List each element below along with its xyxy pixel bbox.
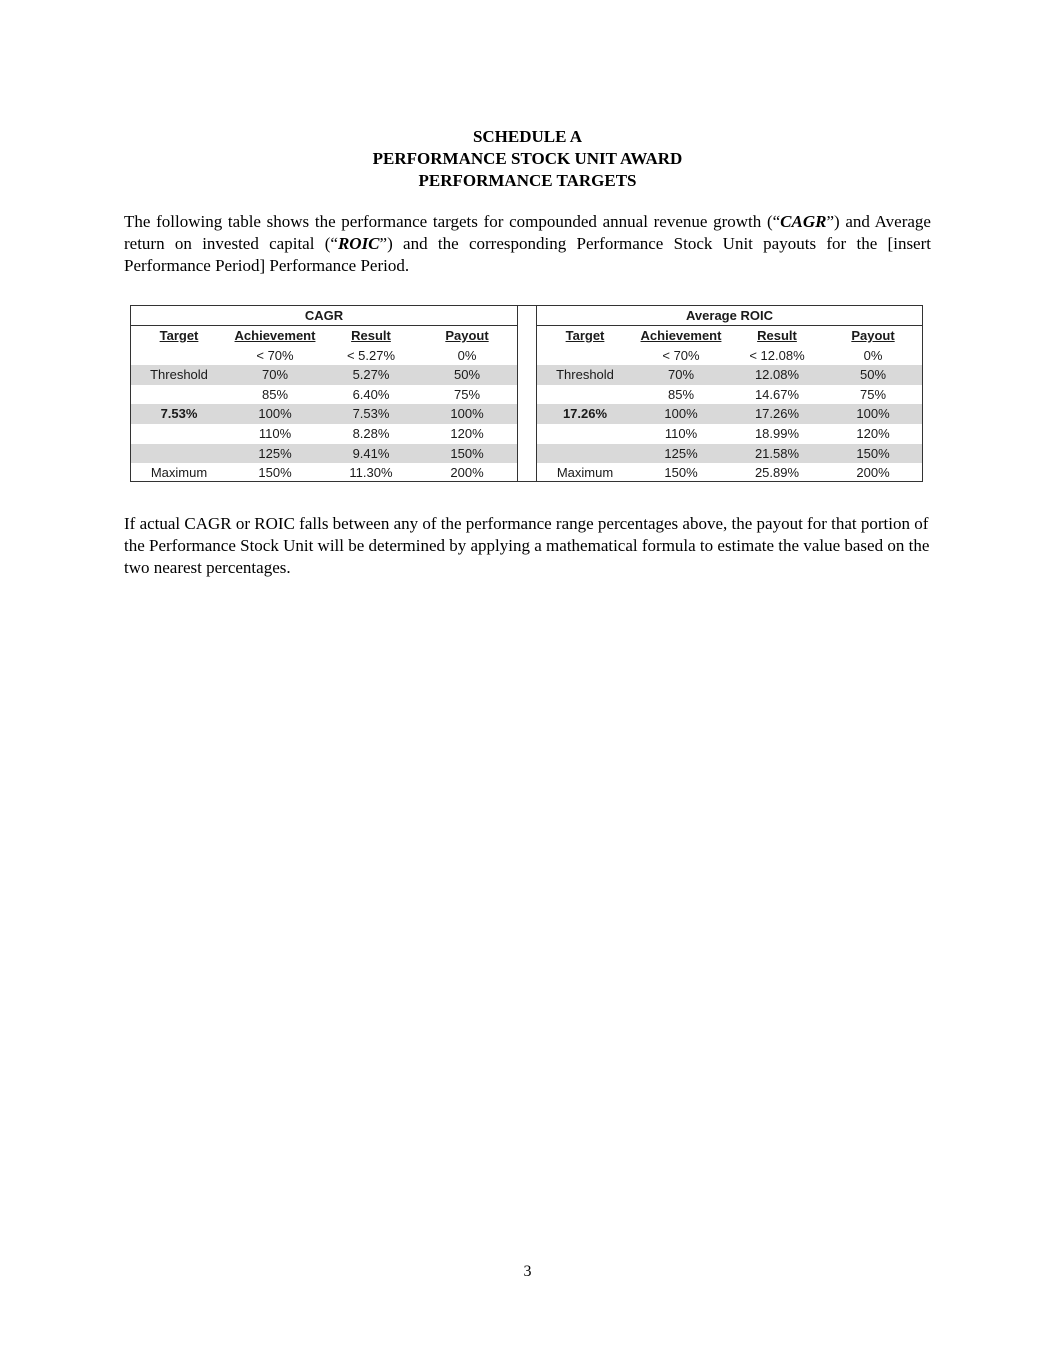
table-cell — [131, 385, 227, 405]
table-cell: 110% — [664, 425, 698, 441]
roic-table-title: Average ROIC — [537, 306, 922, 326]
table-row — [131, 424, 517, 444]
table-cell — [537, 444, 633, 464]
table-row — [131, 365, 517, 385]
column-header: Target — [159, 328, 199, 343]
table-row — [537, 346, 922, 366]
table-cell: 150% — [856, 445, 890, 461]
heading-line-1: SCHEDULE A — [472, 127, 583, 146]
table-cell: 70% — [667, 367, 695, 383]
page-number: 3 — [523, 1263, 532, 1280]
table-cell: 120% — [856, 425, 890, 441]
heading-line-2: PERFORMANCE STOCK UNIT AWARD — [372, 149, 683, 168]
table-cell: 7.53% — [352, 406, 390, 422]
table-cell — [537, 424, 633, 444]
heading-line-3: PERFORMANCE TARGETS — [418, 171, 637, 190]
table-cell: 100% — [258, 406, 292, 422]
table-cell: Maximum — [150, 465, 208, 481]
table-cell: 100% — [450, 406, 484, 422]
table-cell: 7.53% — [160, 406, 198, 422]
performance-targets-tables — [130, 305, 923, 483]
table-cell: 50% — [453, 367, 481, 383]
table-cell: < 5.27% — [346, 347, 396, 363]
table-cell: 150% — [450, 445, 484, 461]
table-cell: 125% — [258, 445, 292, 461]
table-cell: 200% — [450, 465, 484, 481]
table-cell: Threshold — [150, 367, 208, 383]
table-cell: < 70% — [256, 347, 294, 363]
table-cell: 100% — [664, 406, 698, 422]
table-spacer-cell — [517, 305, 537, 482]
table-cell: 100% — [856, 406, 890, 422]
column-header: Payout — [445, 328, 489, 343]
table-cell: 18.99% — [754, 425, 800, 441]
table-row — [131, 385, 517, 405]
table-cell: 17.26% — [562, 406, 608, 422]
table-cell: < 12.08% — [749, 347, 805, 363]
table-cell: 5.27% — [352, 367, 390, 383]
table-cell — [537, 385, 633, 405]
table-row — [537, 365, 922, 385]
table-row — [537, 404, 922, 424]
column-header: Result — [757, 328, 797, 343]
column-header: Result — [351, 328, 391, 343]
cagr-table — [130, 305, 518, 482]
column-header: Achievement — [234, 328, 316, 343]
table-cell: 150% — [258, 465, 292, 481]
table-row — [131, 346, 517, 366]
intro-text-b: ”) and Average return on invested capital (“ — [124, 212, 931, 253]
table-row — [131, 404, 517, 424]
table-cell: 11.30% — [349, 465, 393, 481]
table-row — [537, 424, 922, 444]
schedule-heading — [0, 126, 1055, 192]
cagr-table-title: CAGR — [131, 306, 517, 326]
table-cell: 6.40% — [352, 386, 390, 402]
table-cell: 85% — [261, 386, 289, 402]
table-cell: 70% — [261, 367, 289, 383]
table-cell: 0% — [457, 347, 477, 363]
table-cell: 85% — [667, 386, 695, 402]
table-row — [537, 385, 922, 405]
table-row — [131, 463, 517, 483]
table-cell: 110% — [258, 425, 292, 441]
table-cell: 17.26% — [754, 406, 800, 422]
term-cagr: CAGR — [780, 212, 827, 231]
table-row — [537, 463, 922, 483]
table-cell: 21.58% — [754, 445, 800, 461]
table-cell — [537, 346, 633, 366]
table-cell: 125% — [664, 445, 698, 461]
column-header: Achievement — [640, 328, 722, 343]
term-roic: ROIC — [337, 234, 380, 253]
table-cell — [131, 444, 227, 464]
outro-paragraph: If actual CAGR or ROIC falls between any of the performance range percentages above, the payout for that portion of the Performance Stock Unit will be determined by applying a mathematical formula to estimate the value based on the two nearest percentages. — [124, 514, 930, 577]
cagr-header-row — [131, 326, 517, 346]
roic-table — [536, 305, 923, 482]
table-cell — [131, 424, 227, 444]
table-cell: 75% — [859, 386, 887, 402]
table-cell: 14.67% — [754, 386, 800, 402]
table-cell: 50% — [859, 367, 887, 383]
intro-text-c: ”) and the corresponding Performance Stock Unit payouts for the [insert Performance Period] Performance Period. — [124, 234, 931, 275]
table-cell: 9.41% — [352, 445, 390, 461]
roic-header-row — [537, 326, 922, 346]
table-cell: 120% — [450, 425, 484, 441]
table-cell: Threshold — [556, 367, 614, 383]
table-cell: 75% — [453, 386, 481, 402]
table-cell: Maximum — [556, 465, 614, 481]
table-cell — [131, 346, 227, 366]
table-cell: < 70% — [662, 347, 700, 363]
table-cell: 0% — [863, 347, 883, 363]
intro-paragraph — [124, 211, 931, 277]
table-row — [537, 444, 922, 464]
intro-text-a: The following table shows the performance targets for compounded annual revenue growth (“ — [124, 212, 781, 231]
table-row — [131, 444, 517, 464]
table-cell: 25.89% — [754, 465, 800, 481]
column-header: Target — [565, 328, 605, 343]
table-cell: 12.08% — [754, 367, 800, 383]
table-cell: 200% — [856, 465, 890, 481]
table-cell: 150% — [664, 465, 698, 481]
table-cell: 8.28% — [352, 425, 390, 441]
column-header: Payout — [851, 328, 895, 343]
